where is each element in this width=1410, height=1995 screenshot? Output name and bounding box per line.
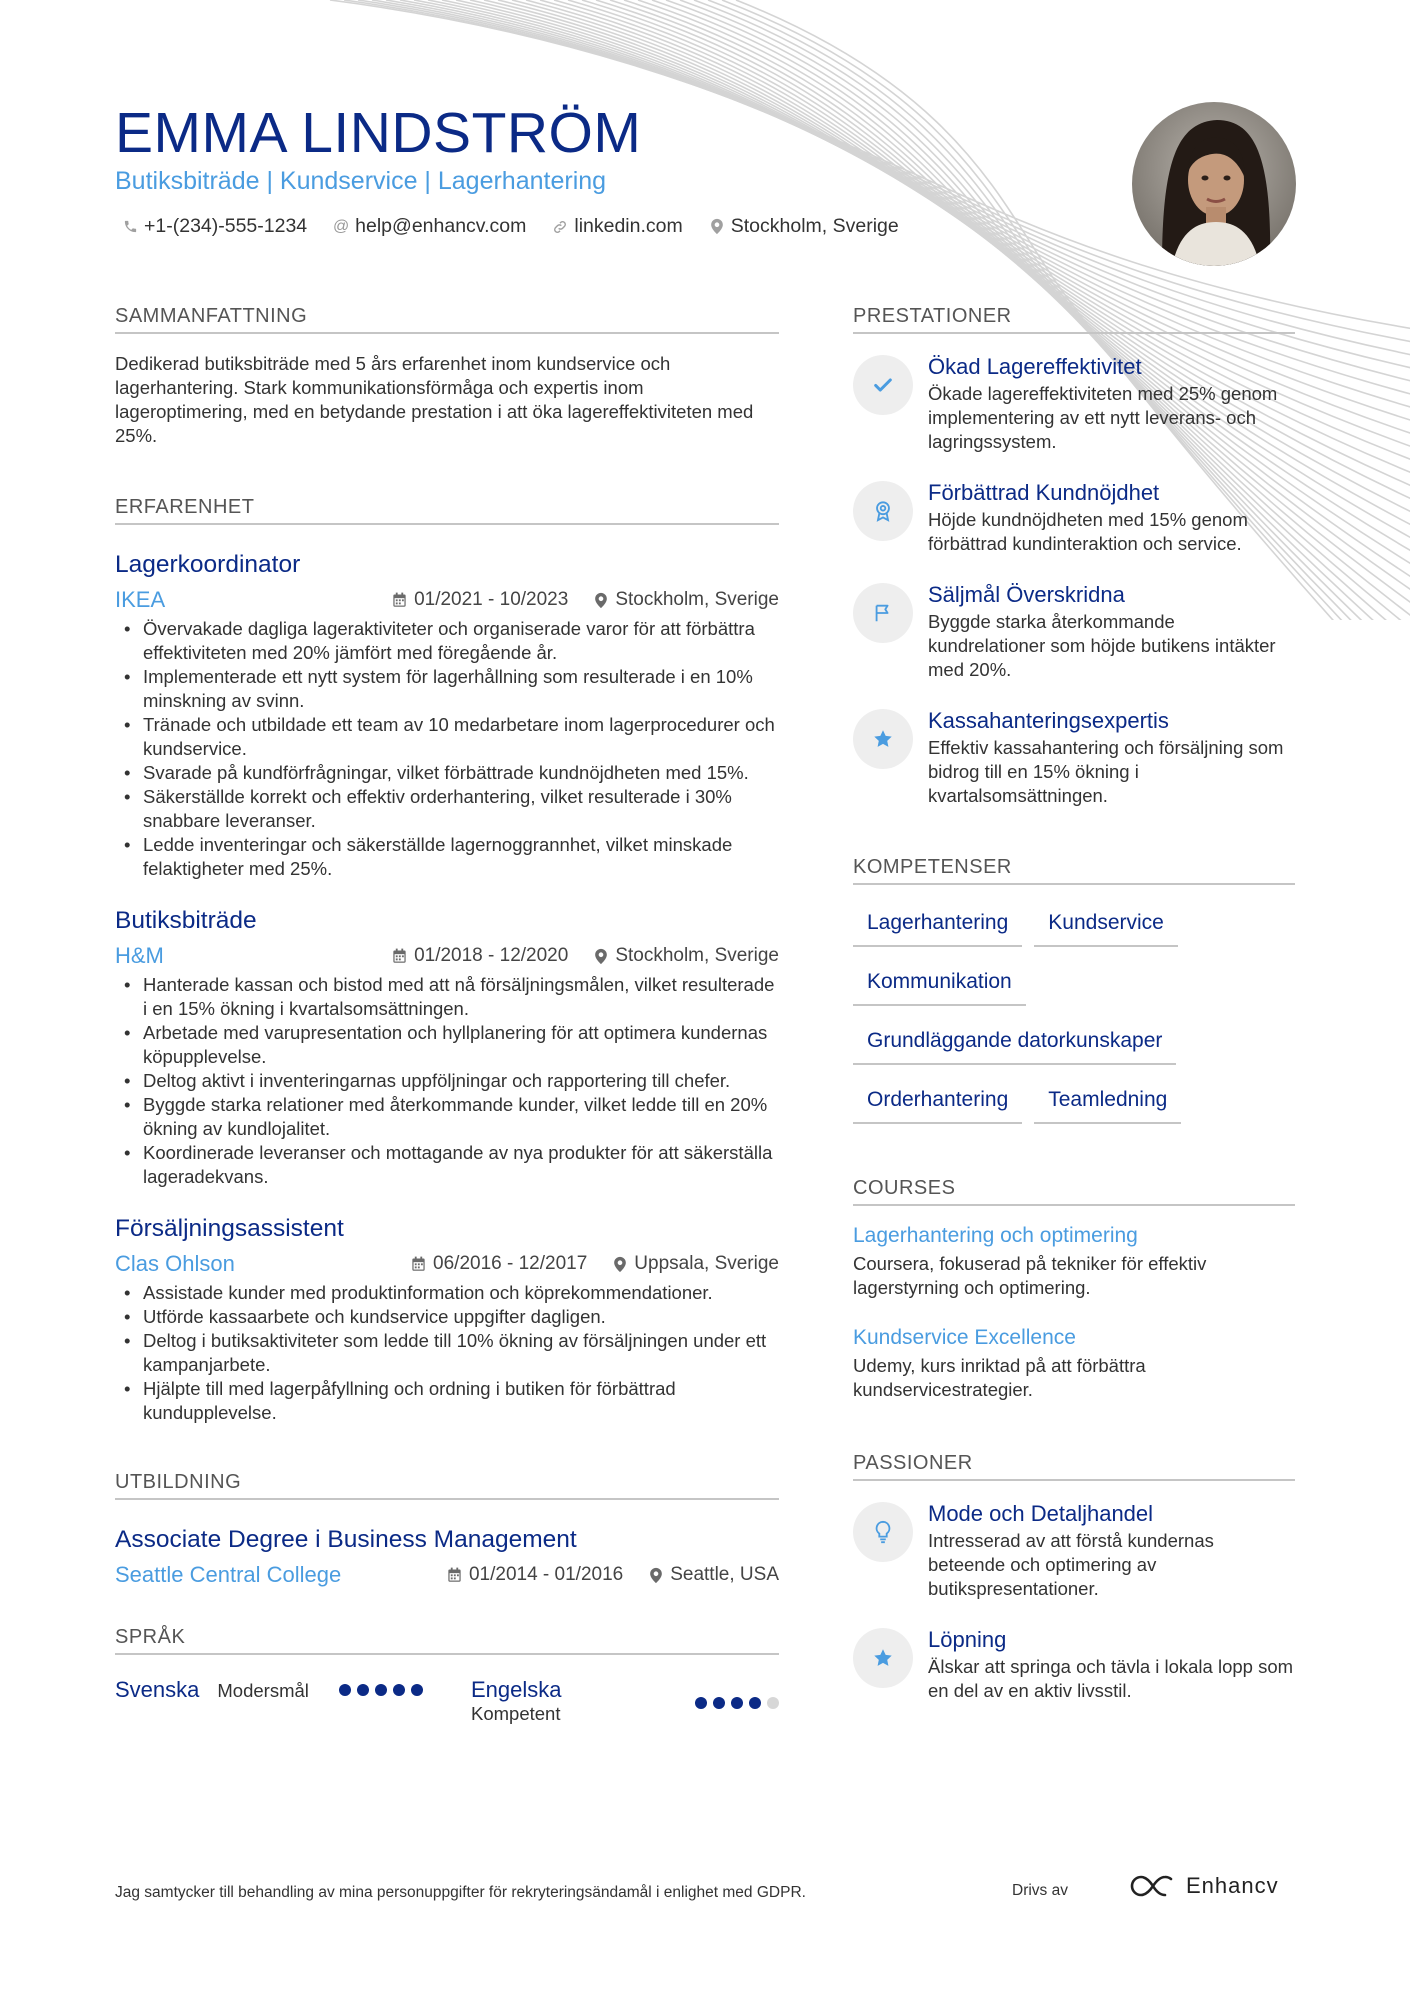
location-pin-icon (594, 948, 608, 965)
passion-title: Löpning (928, 1627, 1007, 1652)
location-pin-icon (594, 592, 608, 609)
job-bullet: • Utförde kassaarbete och kundservice uppgifter dagligen. (115, 1305, 779, 1329)
job-dates (392, 589, 568, 611)
brand-name: Enhancv (1186, 1873, 1279, 1898)
contact-email[interactable] (333, 215, 526, 238)
course-item (853, 1326, 1295, 1402)
education-heading: UTBILDNING (115, 1471, 779, 1500)
job-meta (115, 587, 779, 613)
phone-text: +1-(234)-555-1234 (144, 215, 308, 237)
star-icon (853, 1628, 913, 1688)
job-entry (115, 907, 779, 1189)
achievement-title: Säljmål Överskridna (928, 582, 1125, 607)
achievement-title: Ökad Lagereffektivitet (928, 354, 1142, 379)
link-icon (552, 218, 568, 236)
languages-heading: SPRÅK (115, 1626, 779, 1655)
courses-heading: COURSES (853, 1177, 1295, 1206)
achievement-title: Kassahanteringsexpertis (928, 708, 1169, 733)
contact-linkedin[interactable] (552, 215, 682, 238)
language-level: Modersmål (217, 1680, 309, 1701)
languages-section (115, 1626, 779, 1725)
skill-tag: Grundläggande datorkunskaper (853, 1015, 1176, 1065)
contact-location (709, 215, 899, 238)
school-name: Seattle Central College (115, 1562, 342, 1587)
course-title: Lagerhantering och optimering (853, 1224, 1138, 1247)
job-bullet: • Deltog aktivt i inventeringarnas uppföljningar och rapportering till chefer. (115, 1069, 779, 1093)
education-dates (447, 1564, 623, 1586)
job-bullets (115, 1281, 779, 1425)
courses-section (853, 1177, 1295, 1402)
calendar-icon (447, 1567, 462, 1583)
job-bullet: • Svarade på kundförfrågningar, vilket förbättrade kundnöjdheten med 15%. (115, 761, 779, 785)
job-bullet: • Övervakade dagliga lageraktiviteter och organiserade varor för att förbättra effektiviteten med 20% jämfört med föregående år. (115, 617, 779, 665)
job-bullet: • Byggde starka relationer med återkommande kunder, vilket ledde till en 20% ökning av kundlojalitet. (115, 1093, 779, 1141)
location-pin-icon (649, 1567, 663, 1584)
passion-desc: Älskar att springa och tävla i lokala lopp som en del av en aktiv livsstil. (928, 1656, 1294, 1701)
rating-dot (695, 1697, 707, 1709)
rating-dot (767, 1697, 779, 1709)
course-desc: Coursera, fokuserad på tekniker för effektiv lagerstyrning och optimering. (853, 1253, 1207, 1298)
passion-item (853, 1501, 1295, 1601)
passion-desc: Intresserad av att förstå kundernas beteende och optimering av butikspresentationer. (928, 1530, 1214, 1599)
course-title: Kundservice Excellence (853, 1326, 1076, 1349)
rating-dot (375, 1684, 387, 1696)
job-meta (115, 1251, 779, 1277)
powered-by-label: Drivs av (1012, 1882, 1068, 1899)
achievement-item (853, 582, 1295, 682)
achievement-desc: Ökade lagereffektiviteten med 25% genom implementering av ett nytt leverans- och lagringssystem. (928, 383, 1278, 452)
job-company: H&M (115, 943, 164, 968)
summary-text: Dedikerad butiksbiträde med 5 års erfarenhet inom kundservice och lagerhantering. Stark kommunikationsförmåga och expertis inom lageroptimering, med en betydande prestation i att öka lagereffektiviteten med 25%. (115, 353, 754, 446)
job-dates (392, 945, 568, 967)
job-dates-text: 01/2021 - 10/2023 (414, 589, 569, 610)
job-location-text: Stockholm, Sverige (615, 945, 779, 966)
job-entry (115, 551, 779, 881)
job-meta (115, 943, 779, 969)
infinity-logo-icon (1130, 1873, 1176, 1899)
job-dates (411, 1253, 587, 1275)
location-pin-icon (709, 218, 725, 236)
job-bullets (115, 617, 779, 881)
linkedin-text: linkedin.com (574, 215, 683, 237)
passion-title: Mode och Detaljhandel (928, 1501, 1154, 1526)
education-entry (115, 1526, 779, 1588)
education-location (649, 1564, 779, 1586)
profile-photo (1132, 102, 1296, 266)
right-column (853, 305, 1295, 1703)
calendar-icon (392, 592, 407, 608)
education-dates-text: 01/2014 - 01/2016 (468, 1564, 624, 1585)
skills-section (853, 856, 1295, 1133)
education-section (115, 1471, 779, 1588)
calendar-icon (411, 1256, 426, 1272)
skill-tag: Teamledning (1034, 1074, 1181, 1124)
job-company: IKEA (115, 587, 166, 612)
location-text: Stockholm, Sverige (730, 215, 899, 237)
rating-dot (713, 1697, 725, 1709)
rating-dot (357, 1684, 369, 1696)
course-item (853, 1224, 1295, 1300)
job-location (594, 945, 779, 967)
job-title: Butiksbiträde (115, 907, 257, 934)
achievement-title: Förbättrad Kundnöjdhet (928, 480, 1160, 505)
language-name: Svenska (115, 1677, 200, 1702)
skills-heading: KOMPETENSER (853, 856, 1295, 885)
contact-phone[interactable] (122, 215, 307, 238)
skill-tag: Lagerhantering (853, 897, 1022, 947)
skill-tag: Orderhantering (853, 1074, 1022, 1124)
email-text: help@enhancv.com (355, 215, 527, 237)
summary-section (115, 305, 779, 448)
achievement-desc: Byggde starka återkommande kundrelationer som höjde butikens intäkter med 20%. (928, 611, 1276, 680)
job-location (613, 1253, 779, 1275)
course-desc: Udemy, kurs inriktad på att förbättra kundservicestrategier. (853, 1355, 1146, 1400)
job-bullets (115, 973, 779, 1189)
achievements-section (853, 305, 1295, 808)
rating-dot (749, 1697, 761, 1709)
rating-dot (339, 1684, 351, 1696)
language-rating (339, 1684, 423, 1696)
achievement-item (853, 708, 1295, 808)
contact-bar (122, 215, 899, 238)
gdpr-consent: Jag samtycker till behandling av mina personuppgifter för rekryteringsändamål i enlighet med GDPR. (115, 1884, 806, 1901)
job-title: Lagerkoordinator (115, 551, 301, 578)
language-level: Kompetent (471, 1703, 561, 1724)
achievement-desc: Höjde kundnöjdheten med 15% genom förbättrad kundinteraktion och service. (928, 509, 1248, 554)
experience-heading: ERFARENHET (115, 496, 779, 525)
star-icon (853, 709, 913, 769)
achievement-item (853, 480, 1295, 556)
lightbulb-icon (853, 1502, 913, 1562)
job-bullet: • Assistade kunder med produktinformation och köprekommendationer. (115, 1281, 779, 1305)
job-bullet: • Arbetade med varupresentation och hyllplanering för att optimera kundernas köpupplevelse. (115, 1021, 779, 1069)
language-name: Engelska (471, 1677, 562, 1702)
award-icon (853, 481, 913, 541)
job-bullet: • Hjälpte till med lagerpåfyllning och ordning i butiken för förbättrad kundupplevelse. (115, 1377, 779, 1425)
flag-icon (853, 583, 913, 643)
candidate-name: EMMA LINDSTRÖM (115, 101, 642, 165)
job-company: Clas Ohlson (115, 1251, 235, 1276)
job-title: Försäljningsassistent (115, 1215, 344, 1242)
candidate-headline: Butiksbiträde | Kundservice | Lagerhantering (115, 167, 607, 195)
job-location-text: Stockholm, Sverige (615, 589, 779, 610)
job-location (594, 589, 779, 611)
summary-heading: SAMMANFATTNING (115, 305, 779, 334)
left-column (115, 305, 779, 1725)
job-dates-text: 06/2016 - 12/2017 (433, 1253, 588, 1274)
job-location-text: Uppsala, Sverige (634, 1253, 779, 1274)
education-meta (115, 1562, 779, 1588)
experience-section (115, 496, 779, 1425)
language-list (115, 1677, 779, 1725)
language-item (115, 1677, 471, 1703)
skill-tag: Kundservice (1034, 897, 1178, 947)
check-icon (853, 355, 913, 415)
job-bullet: • Tränade och utbildade ett team av 10 medarbetare inom lagerprocedurer och kundservice. (115, 713, 779, 761)
job-bullet: • Koordinerade leveranser och mottagande av nya produkter för att säkerställa lageradekvans. (115, 1141, 779, 1189)
skill-list (853, 897, 1295, 1133)
rating-dot (731, 1697, 743, 1709)
job-bullet: • Implementerade ett nytt system för lagerhållning som resulterade i en 10% minskning av svinn. (115, 665, 779, 713)
achievement-item (853, 354, 1295, 454)
education-location-text: Seattle, USA (670, 1564, 779, 1585)
achievement-desc: Effektiv kassahantering och försäljning som bidrog till en 15% ökning i kvartalsomsättningen. (928, 737, 1284, 806)
passion-item (853, 1627, 1295, 1703)
job-bullet: • Ledde inventeringar och säkerställde lagernoggrannhet, vilket minskade felaktigheter med 25%. (115, 833, 779, 881)
location-pin-icon (613, 1256, 627, 1273)
rating-dot (411, 1684, 423, 1696)
enhancv-logo[interactable] (1130, 1873, 1279, 1899)
passions-heading: PASSIONER (853, 1452, 1295, 1481)
phone-icon (122, 218, 138, 236)
calendar-icon (392, 948, 407, 964)
skill-tag: Kommunikation (853, 956, 1026, 1006)
at-icon: @ (333, 217, 350, 235)
job-entry (115, 1215, 779, 1425)
language-item (471, 1677, 779, 1725)
language-rating (695, 1697, 779, 1709)
achievements-heading: PRESTATIONER (853, 305, 1295, 334)
job-dates-text: 01/2018 - 12/2020 (414, 945, 569, 966)
job-bullet: • Hanterade kassan och bistod med att nå försäljningsmålen, vilket resulterade i en 15% ökning i kvartalsomsättningen. (115, 973, 779, 1021)
rating-dot (393, 1684, 405, 1696)
job-bullet: • Säkerställde korrekt och effektiv orderhantering, vilket resulterade i 30% snabbare leveranser. (115, 785, 779, 833)
job-bullet: • Deltog i butiksaktiviteter som ledde till 10% ökning av försäljningen under ett kampanjarbete. (115, 1329, 779, 1377)
passions-section (853, 1452, 1295, 1703)
degree-title: Associate Degree i Business Management (115, 1526, 577, 1553)
